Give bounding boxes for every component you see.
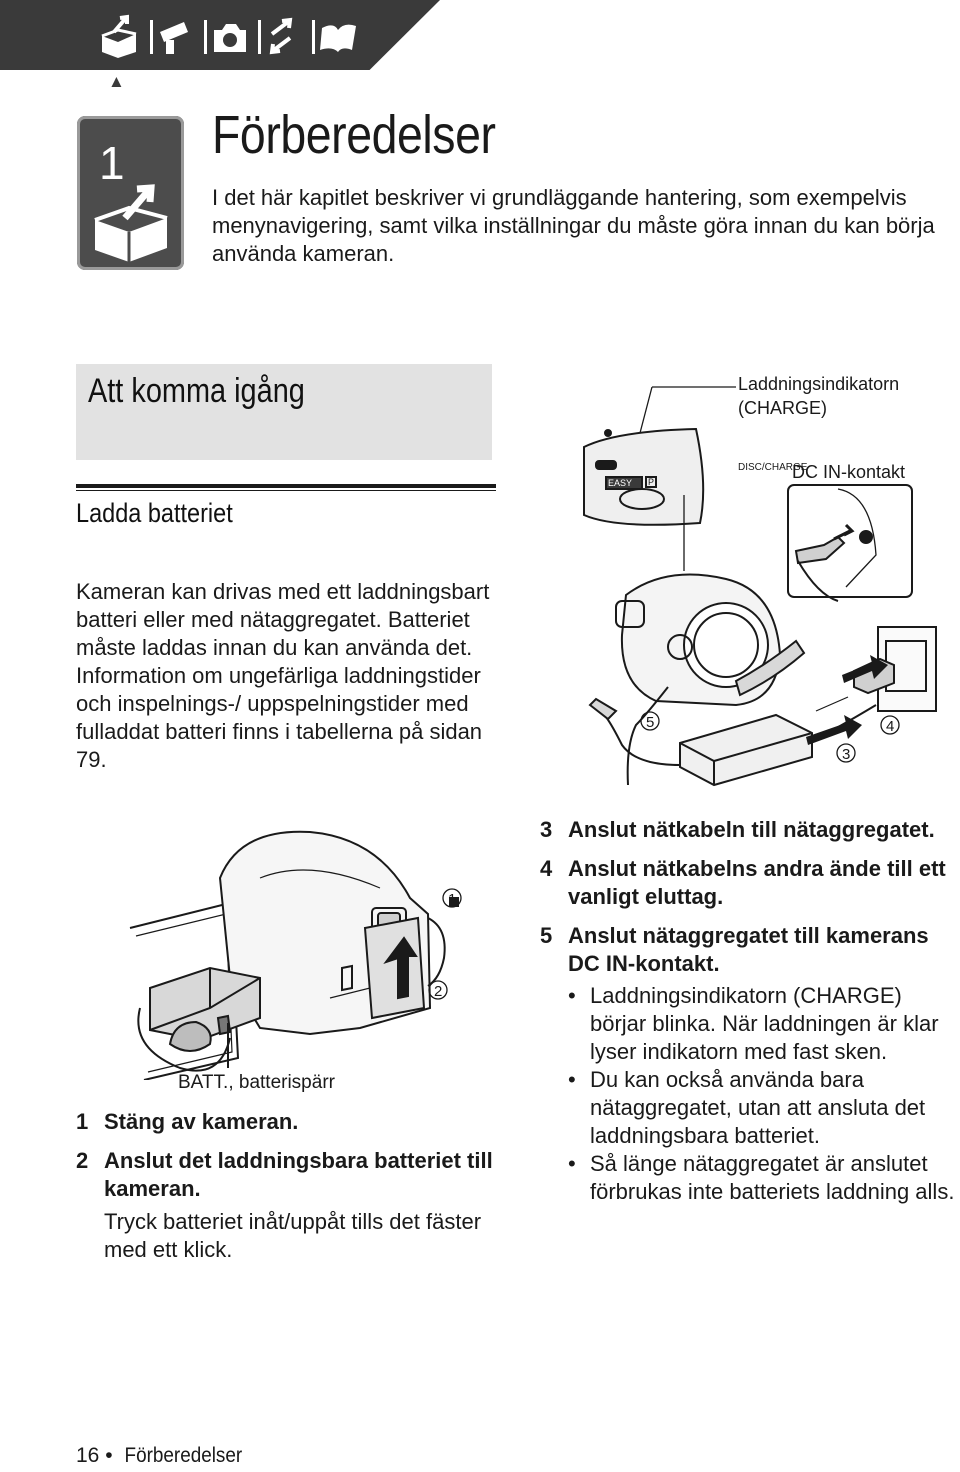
svg-text:3: 3 — [842, 746, 851, 763]
panel-easy-label: EASY — [608, 478, 633, 488]
list-item: • Så länge nätaggregatet är anslutet förbrukas inte batteriets laddning alls. — [568, 1150, 960, 1206]
photo-camera-icon[interactable] — [204, 14, 250, 58]
divider — [76, 490, 496, 491]
step-number: 5 — [540, 923, 553, 948]
svg-text:5: 5 — [646, 714, 655, 731]
chapter-badge — [77, 116, 184, 270]
step-text: Stäng av kameran. — [104, 1109, 299, 1134]
step-5-notes — [568, 982, 960, 1206]
subsection-title: Ladda batteriet — [76, 498, 233, 528]
chapter-title: Förberedelser — [212, 105, 496, 165]
section-header — [76, 364, 492, 460]
step-number: 4 — [540, 856, 553, 881]
step-text: Anslut det laddningsbara batteriet till kameran. — [104, 1148, 493, 1201]
transfer-arrows-icon[interactable] — [258, 14, 304, 58]
camera-battery-illustration — [110, 818, 480, 1080]
callout-5 — [641, 712, 659, 731]
step-text: Anslut nätaggregatet till kamerans DC IN-kontakt. — [568, 923, 929, 976]
step-text: Anslut nätkabeln till nätaggregatet. — [568, 817, 935, 842]
body-paragraph: Kameran kan drivas med ett laddningsbart batteri eller med nätaggregatet. Batteriet måste laddas innan du kan använda det. Information om ungefärliga laddningstider och inspelnings-/ uppspelningstider med fulladdat batteri finns i tabellerna på sidan 79. — [76, 579, 490, 772]
section-title: Att komma igång — [88, 372, 305, 410]
page-number: 16 — [76, 1444, 100, 1467]
svg-text:2: 2 — [434, 983, 443, 1000]
book-icon[interactable] — [312, 14, 358, 58]
divider — [76, 484, 496, 488]
battery-latch-label: BATT., batterispärr — [178, 1072, 335, 1093]
step-4 — [540, 855, 960, 911]
svg-text:4: 4 — [886, 718, 895, 735]
chapter-intro: I det här kapitlet beskriver vi grundläggande hantering, som exempelvis menynavigering, samt vilka inställningar du måste göra innan du kan börja använda kameran. — [212, 185, 935, 266]
callout-3 — [837, 744, 855, 763]
footer-separator: • — [105, 1444, 113, 1467]
video-camera-icon[interactable] — [150, 14, 196, 58]
step-number: 2 — [76, 1148, 89, 1173]
callout-4 — [881, 716, 899, 735]
footer-chapter-name: Förberedelser — [124, 1444, 243, 1467]
page-footer — [76, 1444, 249, 1468]
panel-label: DISC/CHARGE — [738, 462, 808, 473]
charge-indicator-label: Laddningsindikatorn (CHARGE) — [738, 374, 900, 418]
step-2-note: Tryck batteriet inåt/uppåt tills det fäster med ett klick. — [104, 1209, 482, 1262]
callout-2 — [429, 981, 447, 1000]
box-arrow-icon — [91, 184, 171, 262]
charger-connection-illustration — [576, 365, 956, 805]
dc-in-label: DC IN-kontakt — [792, 462, 906, 482]
step-number: 1 — [76, 1109, 89, 1134]
svg-text:1: 1 — [448, 891, 457, 908]
panel-p-label: P — [648, 477, 655, 487]
up-arrow-icon[interactable]: ▲ — [108, 72, 125, 91]
step-text: Anslut nätkabelns andra ände till ett vanligt eluttag. — [568, 856, 946, 909]
list-item: • Laddningsindikatorn (CHARGE) börjar blinka. När laddningen är klar lyser indikatorn med fast sken. — [568, 982, 960, 1066]
step-5 — [540, 922, 960, 978]
step-number: 3 — [540, 817, 553, 842]
step-2 — [76, 1147, 496, 1203]
chapter-tab-bar — [0, 0, 440, 70]
list-item: • Du kan också använda bara nätaggregatet, utan att ansluta det laddningsbara batteriet. — [568, 1066, 960, 1150]
box-arrow-icon[interactable] — [96, 14, 142, 58]
chapter-number: 1 — [99, 137, 125, 189]
